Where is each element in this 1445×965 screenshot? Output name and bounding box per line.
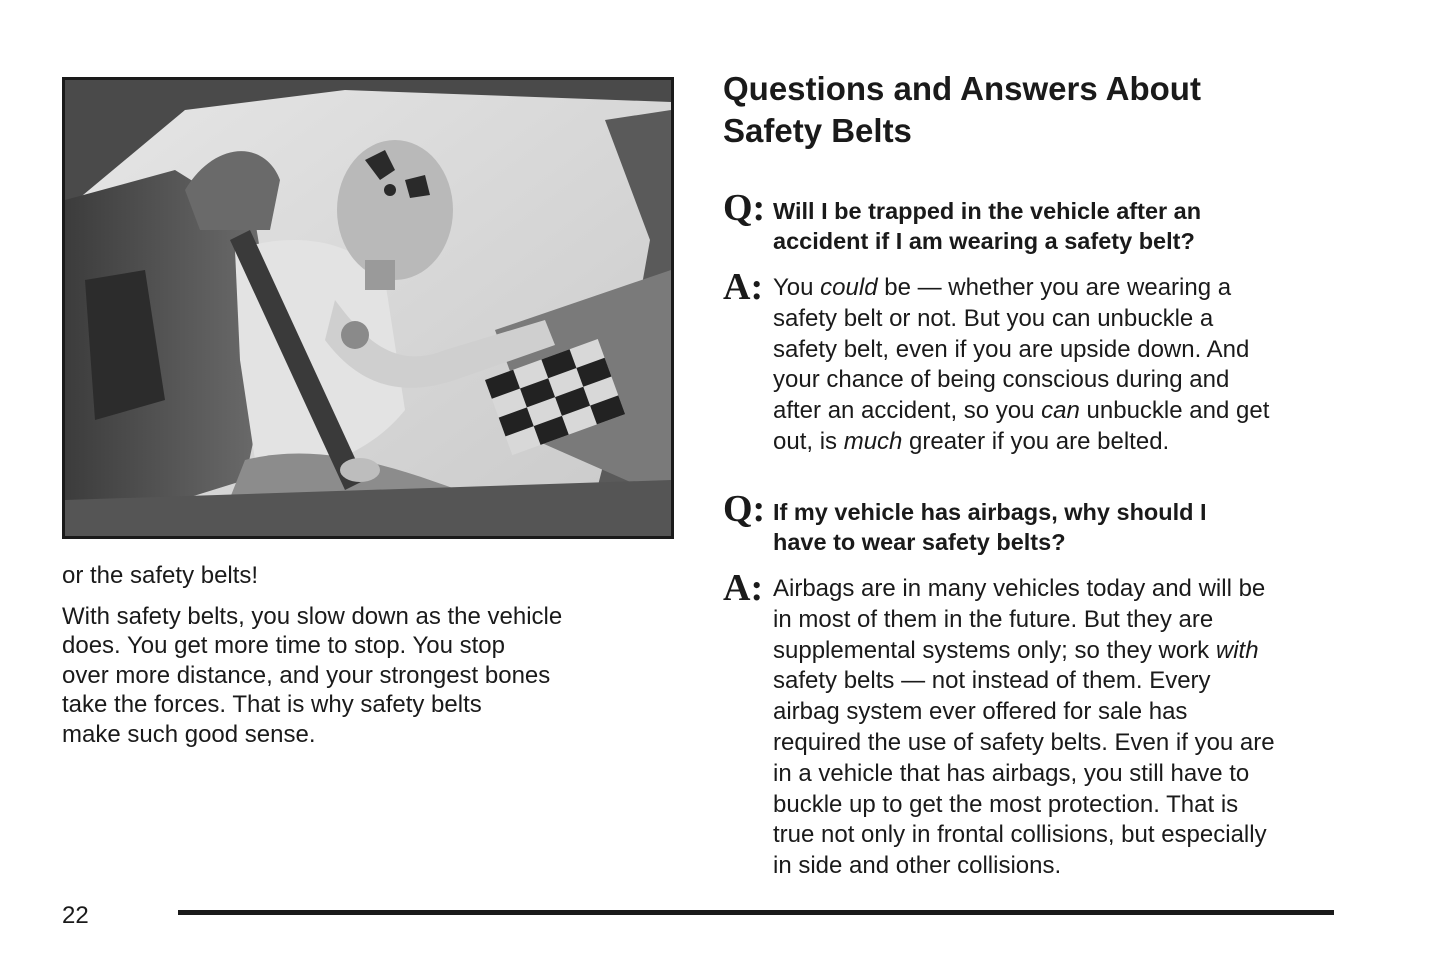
- qa-block-1: [723, 187, 1363, 458]
- answer-text: in side and other collisions.: [773, 852, 1062, 880]
- footer-rule: [178, 910, 1334, 915]
- question-line: have to wear safety belts?: [773, 529, 1066, 555]
- question-line: If my vehicle has airbags, why should I: [773, 499, 1207, 525]
- answer-text: out, is: [773, 427, 844, 455]
- question-1: [723, 187, 1363, 256]
- left-paragraph-line: does. You get more time to stop. You stop: [62, 632, 505, 659]
- left-paragraph: [62, 602, 662, 750]
- answer-text: You: [773, 274, 821, 301]
- answer-text: greater if you are belted.: [902, 427, 1170, 455]
- qa-block-2: [723, 488, 1363, 882]
- answer-1: [723, 266, 1363, 458]
- answer-text: safety belts — not instead of them. Every: [773, 667, 1211, 695]
- answer-text: safety belt, even if you are upside down. And: [773, 335, 1250, 363]
- answer-marker: A:: [723, 266, 764, 308]
- answer-marker: A:: [723, 567, 764, 609]
- answer-text: supplemental systems only; so they work: [773, 636, 1216, 664]
- section-heading: [723, 68, 1363, 152]
- answer-text: in most of them in the future. But they are: [773, 605, 1214, 633]
- answer-text: safety belt or not. But you can unbuckle a: [773, 304, 1214, 332]
- left-paragraph-line: With safety belts, you slow down as the vehicle: [62, 602, 563, 630]
- answer-text: Airbags are in many vehicles today and will be: [773, 575, 1266, 602]
- question-marker: Q:: [723, 488, 766, 530]
- heading-line-1: Questions and Answers About: [723, 70, 1201, 107]
- question-2-text: [773, 497, 1363, 557]
- answer-text: buckle up to get the most protection. That is: [773, 790, 1239, 818]
- answer-2: [723, 567, 1363, 882]
- left-paragraph-line: make such good sense.: [62, 720, 316, 748]
- answer-emphasis: with: [1215, 636, 1259, 664]
- heading-line-2: Safety Belts: [723, 112, 912, 149]
- answer-emphasis: much: [843, 427, 903, 455]
- answer-text: airbag system ever offered for sale has: [773, 698, 1188, 726]
- answer-emphasis: can: [1041, 397, 1080, 425]
- question-1-text: [773, 196, 1363, 256]
- crash-test-dummy-illustration: [65, 80, 671, 536]
- left-paragraph-line: take the forces. That is why safety belts: [62, 691, 482, 718]
- answer-1-text: [773, 273, 1363, 458]
- answer-text: unbuckle and get: [1079, 397, 1270, 425]
- answer-text: true not only in frontal collisions, but especially: [773, 821, 1267, 849]
- question-line: accident if I am wearing a safety belt?: [773, 228, 1195, 254]
- answer-emphasis: could: [820, 274, 878, 301]
- answer-2-text: [773, 574, 1363, 882]
- answer-text: be — whether you are wearing a: [877, 274, 1232, 301]
- answer-text: your chance of being conscious during and: [773, 366, 1230, 394]
- answer-text: required the use of safety belts. Even if you are: [773, 728, 1275, 756]
- question-line: Will I be trapped in the vehicle after an: [773, 198, 1202, 224]
- question-marker: Q:: [723, 187, 766, 229]
- answer-text: in a vehicle that has airbags, you still have to: [773, 759, 1250, 787]
- left-column-text: [62, 561, 662, 760]
- page-number: 22: [62, 902, 89, 929]
- answer-text: after an accident, so you: [773, 397, 1042, 425]
- left-paragraph-line: over more distance, and your strongest bones: [62, 661, 551, 689]
- crash-test-dummy-photo: [62, 77, 674, 539]
- left-intro-line: or the safety belts!: [62, 562, 259, 589]
- question-2: [723, 488, 1363, 557]
